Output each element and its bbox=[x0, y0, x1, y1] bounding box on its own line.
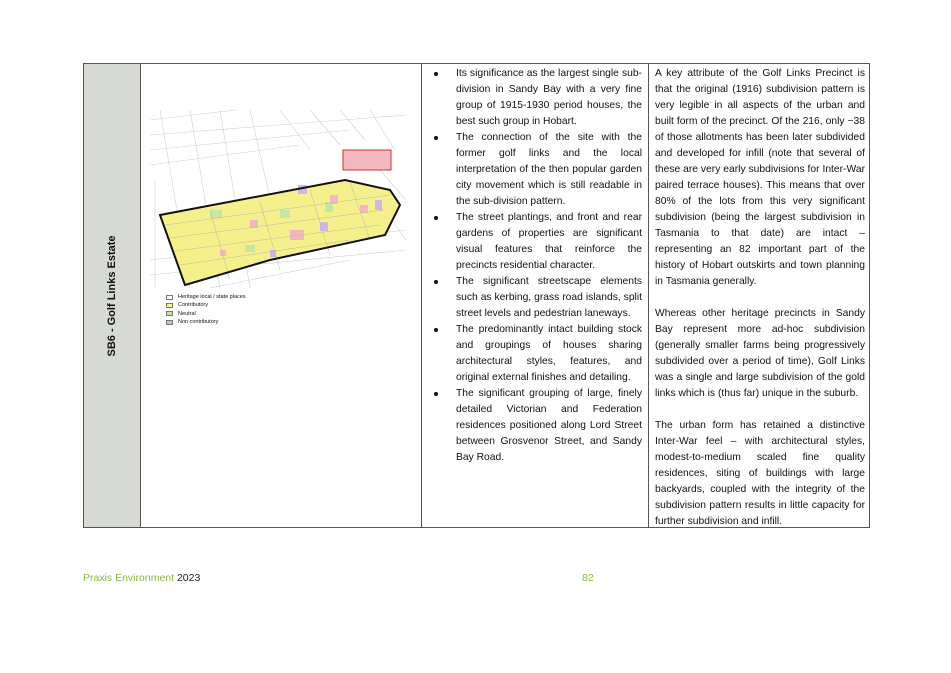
footer-org bbox=[83, 572, 200, 584]
legend-item-neutral bbox=[166, 310, 246, 318]
bullet-icon bbox=[434, 392, 438, 396]
footer-year: 2023 bbox=[176, 572, 201, 584]
paragraph: The urban form has retained a distinctive Inter-War feel – with architectural styles, modest-to-medium scaled fine quality residences, siting of buildings with large backyards, coupled with the integrity of the subdivision pattern results in little capacity for further subdivision and infill. bbox=[655, 420, 865, 527]
list-item: The connection of the site with the former golf links and the local interpretation of the then popular garden city movement which is still readable in the sub-division pattern. bbox=[434, 130, 642, 210]
row-label-cell bbox=[84, 64, 141, 527]
legend-label: Neutral bbox=[178, 310, 196, 317]
significance-cell bbox=[422, 64, 649, 527]
bullet-icon bbox=[434, 216, 438, 220]
list-item: The predominantly intact building stock and groupings of houses sharing architectural styles, features, and original external finishes and detailing. bbox=[434, 322, 642, 386]
row-label: SB6 - Golf Links Estate bbox=[106, 234, 118, 357]
attributes-cell bbox=[649, 64, 871, 527]
legend-item-non-contributory bbox=[166, 318, 246, 326]
legend-label: Non contributory bbox=[178, 319, 219, 326]
list-item: The significant grouping of large, finely detailed Victorian and Federation residences positioned along Lord Street between Grosvenor Street, and Sandy Bay Road. bbox=[434, 386, 642, 466]
legend-swatch bbox=[166, 295, 173, 300]
bullet-icon bbox=[434, 136, 438, 140]
page-number: 82 bbox=[582, 572, 594, 584]
legend-swatch bbox=[166, 320, 173, 325]
footer-org-name: Praxis Environment bbox=[83, 572, 175, 584]
attributes-text bbox=[655, 66, 865, 546]
legend-item-heritage bbox=[166, 293, 246, 301]
paragraph: A key attribute of the Golf Links Precinct is that the original (1916) subdivision pattern is very legible in all aspects of the urban and built form of the precinct. Of the 216, only ~38 of those allotments has been later subdivided and developed for infill (note that several of these are very early subdivisions for Inter-War paired terrace houses). This means that over 80% of the lots from this very significant subdivision (being the largest subdivision in Tasmania to that date) are intact – representing an 82 important part of the history of Hobart outskirts and town planning in Tasmania generally. bbox=[655, 68, 865, 287]
legend-label: Contributory bbox=[178, 302, 208, 309]
bullet-icon bbox=[434, 280, 438, 284]
paragraph: Whereas other heritage precincts in Sandy Bay represent more ad-hoc subdivision (generally smaller farms being progressively subdivided over a period of time), Golf Links was a single and large subdivision of the gold links which is (thus far) unique in the suburb. bbox=[655, 308, 865, 399]
precinct-map bbox=[150, 110, 406, 288]
legend-label: Heritage local / state places bbox=[178, 294, 246, 300]
map-cell bbox=[141, 64, 422, 527]
legend-swatch bbox=[166, 311, 173, 316]
legend-item-contributory bbox=[166, 301, 246, 309]
bullet-icon bbox=[434, 72, 438, 76]
legend-swatch bbox=[166, 303, 173, 308]
heritage-table bbox=[83, 63, 870, 528]
bullet-icon bbox=[434, 328, 438, 332]
list-item: The significant streetscape elements such as kerbing, grass road islands, split street levels and pedestrian laneways. bbox=[434, 274, 642, 322]
significance-list bbox=[434, 66, 642, 466]
list-item: Its significance as the largest single sub-division in Sandy Bay with a very fine group of 1915-1930 period houses, the best such group in Hobart. bbox=[434, 66, 642, 130]
map-legend bbox=[166, 293, 246, 327]
list-item: The street plantings, and front and rear gardens of properties are significant visual features that reinforce the precincts residential character. bbox=[434, 210, 642, 274]
